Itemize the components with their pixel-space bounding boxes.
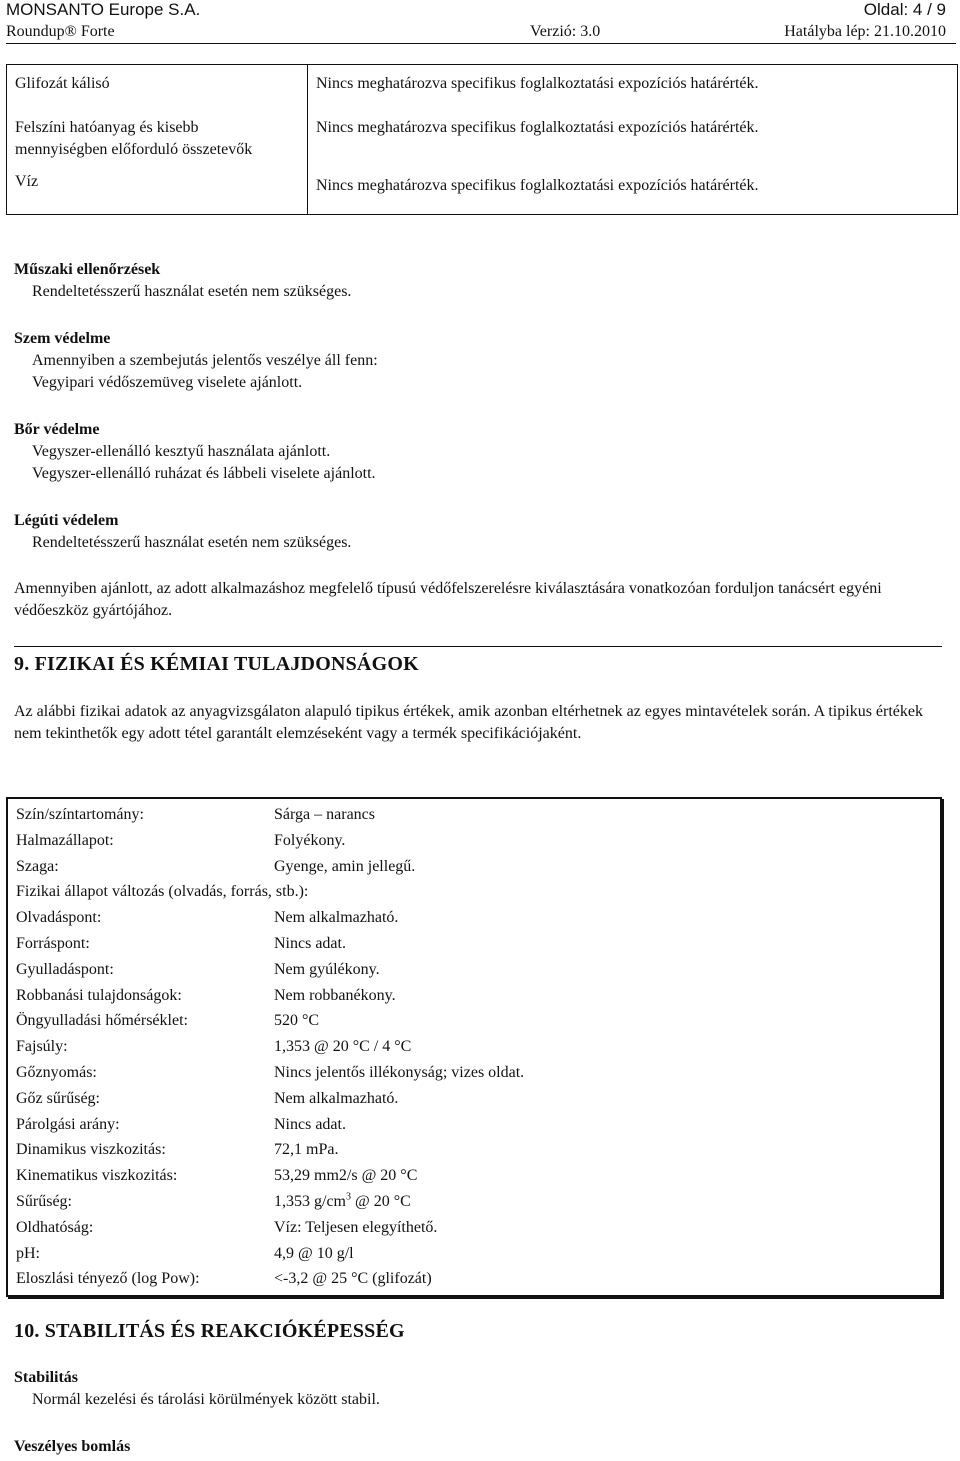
table-row (7, 1034, 941, 1060)
property-value: Gyenge, amin jellegű. (274, 857, 416, 875)
effective-date: Hatályba lép: 21.10.2010 (784, 23, 946, 40)
table-row (7, 1086, 941, 1112)
table-row (7, 107, 958, 171)
property-key: Párolgási arány: (16, 1115, 120, 1133)
component-text: Felszíni hatóanyag és kisebb mennyiségben előforduló összetevők (15, 118, 253, 158)
property-value: Nincs adat. (274, 934, 346, 952)
property-key: Dinamikus viszkozitás: (16, 1141, 166, 1159)
property-value: 72,1 mPa. (274, 1141, 339, 1159)
property-key: Szín/színtartomány: (16, 806, 144, 823)
table-row (7, 1241, 941, 1267)
component-cell: Glifozát kálisó (7, 65, 308, 107)
density-exponent: 3 (346, 1191, 351, 1203)
table-row (7, 798, 941, 828)
property-key: Gőz sűrűség: (16, 1089, 100, 1107)
table-row (7, 828, 941, 854)
density-value: 1,353 g/cm (274, 1192, 346, 1210)
property-value: Nincs jelentős illékonyság; vizes oldat. (274, 1063, 525, 1081)
paragraph: Rendeltetésszerű használat esetén nem szükséges. (32, 283, 352, 300)
property-value: Nem robbanékony. (274, 986, 396, 1004)
section-heading: Műszaki ellenőrzések (14, 261, 161, 278)
table-row (7, 171, 958, 215)
page-number: Oldal: 4 / 9 (863, 0, 946, 19)
property-key: Eloszlási tényező (log Pow): (16, 1270, 200, 1288)
table-row (7, 854, 941, 880)
property-key: Gőznyomás: (16, 1063, 97, 1081)
property-key: Forráspont: (16, 934, 90, 952)
property-value: 520 °C (274, 1012, 320, 1030)
section-heading: Légúti védelem (14, 512, 119, 529)
header-divider (6, 43, 956, 44)
table-row (7, 1137, 941, 1163)
property-key: Kinematikus viszkozitás: (16, 1167, 178, 1185)
property-value: Nem alkalmazható. (274, 1089, 399, 1107)
property-key: Sűrűség: (16, 1192, 72, 1210)
section10-title: 10. STABILITÁS ÉS REAKCIÓKÉPESSÉG (14, 1320, 405, 1342)
properties-table (6, 797, 942, 1297)
property-value: Nincs adat. (274, 1115, 346, 1133)
component-cell (7, 107, 308, 171)
table-row (7, 1112, 941, 1138)
company-name: MONSANTO Europe S.A. (6, 0, 201, 19)
property-key: Fizikai állapot változás (olvadás, forrás, stb.): (16, 883, 309, 901)
property-value: Sárga – narancs (274, 806, 375, 823)
version: Verzió: 3.0 (530, 23, 601, 40)
property-value: Nem gyúlékony. (274, 960, 380, 978)
paragraph: Normál kezelési és tárolási körülmények között stabil. (32, 1391, 380, 1408)
property-value: Folyékony. (274, 831, 346, 849)
table-row (7, 905, 941, 931)
section-heading: Veszélyes bomlás (14, 1438, 131, 1455)
property-value: 53,29 mm2/s @ 20 °C (274, 1167, 418, 1185)
table-row (7, 983, 941, 1009)
table-row (7, 931, 941, 957)
table-row (7, 1060, 941, 1086)
section-heading: Stabilitás (14, 1369, 79, 1386)
section-heading: Bőr védelme (14, 421, 100, 438)
density-condition: @ 20 °C (351, 1192, 411, 1210)
limit-cell: Nincs meghatározva specifikus foglalkoztatási expozíciós határérték. (316, 176, 759, 194)
property-key: Halmazállapot: (16, 831, 114, 849)
paragraph: Vegyszer-ellenálló ruházat és lábbeli viselete ajánlott. (32, 465, 376, 482)
paragraph: Vegyszer-ellenálló kesztyű használata ajánlott. (32, 443, 331, 460)
table-row (7, 1008, 941, 1034)
property-key: pH: (16, 1244, 40, 1262)
property-value: Víz: Teljesen elegyíthető. (274, 1218, 438, 1236)
table-row (7, 65, 958, 107)
property-value: Nem alkalmazható. (274, 909, 399, 927)
property-key: Öngyulladási hőmérséklet: (16, 1012, 188, 1030)
property-key: Fajsúly: (16, 1038, 68, 1056)
property-key: Olvadáspont: (16, 909, 102, 927)
table-row (7, 1189, 941, 1215)
property-key: Robbanási tulajdonságok: (16, 986, 182, 1004)
property-key: Oldhatóság: (16, 1218, 94, 1236)
limit-cell: Nincs meghatározva specifikus foglalkoztatási expozíciós határérték. (316, 75, 759, 92)
advice-paragraph: Amennyiben ajánlott, az adott alkalmazáshoz megfelelő típusú védőfelszerelésre kiválasztására vonatkozóan forduljon tanácsért egyéni védőeszköz gyártójához. (14, 580, 882, 619)
hazardous-decomposition (14, 1436, 949, 1458)
section9-intro: Az alábbi fizikai adatok az anyagvizsgálaton alapuló tipikus értékek, amik azonban eltérhetnek az egyes mintavételek során. A tipikus értékek nem tekinthetők egy adott tétel garantált elemzéseként vagy a termék specifikációjaként. (14, 703, 923, 742)
engineering-controls (14, 259, 949, 303)
property-value: <-3,2 @ 25 °C (glifozát) (274, 1270, 432, 1288)
eye-protection (14, 328, 949, 394)
limit-cell: Nincs meghatározva specifikus foglalkoztatási expozíciós határérték. (316, 118, 759, 136)
property-value: 4,9 @ 10 g/l (274, 1244, 354, 1262)
section-heading: Szem védelme (14, 330, 111, 347)
property-value: 1,353 @ 20 °C / 4 °C (274, 1038, 412, 1056)
component-cell: Víz (7, 171, 308, 215)
table-row (7, 957, 941, 983)
skin-protection (14, 419, 949, 485)
paragraph: Rendeltetésszerű használat esetén nem szükséges. (32, 534, 352, 551)
table-row (7, 1266, 941, 1296)
property-key: Gyulladáspont: (16, 960, 114, 978)
property-key: Szaga: (16, 857, 59, 875)
product-name: Roundup® Forte (6, 23, 115, 40)
table-row (7, 1163, 941, 1189)
table-row (7, 879, 941, 905)
paragraph: Amennyiben a szembejutás jelentős veszélye áll fenn: (32, 352, 378, 369)
stability (14, 1367, 949, 1411)
table-row (7, 1215, 941, 1241)
section-divider (14, 646, 942, 647)
section9-title: 9. FIZIKAI ÉS KÉMIAI TULAJDONSÁGOK (14, 653, 419, 675)
property-value (266, 1189, 941, 1215)
paragraph: Vegyipari védőszemüveg viselete ajánlott. (32, 374, 303, 391)
exposure-limits-table (6, 64, 958, 215)
respiratory-protection (14, 510, 949, 554)
